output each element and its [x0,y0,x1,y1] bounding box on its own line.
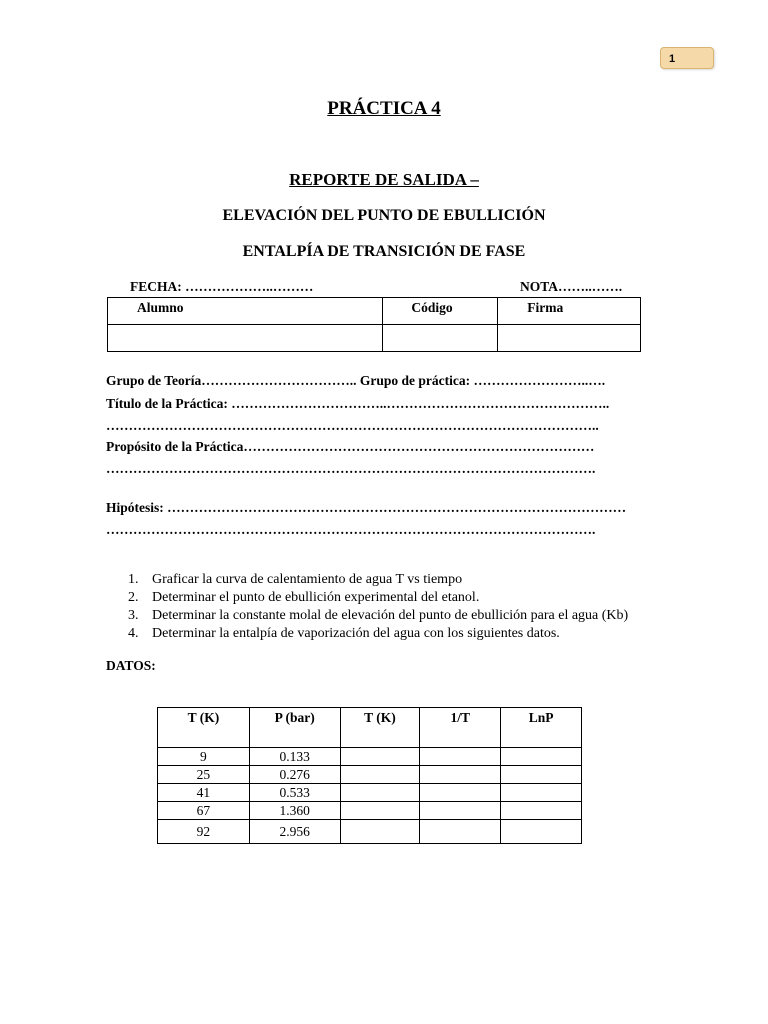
table-cell[interactable] [501,784,582,802]
table-cell[interactable] [340,766,420,784]
column-header: P (bar) [249,708,340,748]
titulo-line: Título de la Práctica: ……………………………..………………………………………….. [106,396,610,411]
grupo-line: Grupo de Teoría…………………………….. Grupo de práctica: ……………………..…. [106,373,606,388]
table-cell[interactable] [501,820,582,844]
column-header: 1/T [420,708,501,748]
table-cell[interactable] [340,784,420,802]
column-header: LnP [501,708,582,748]
subtitle-enthalpy: ENTALPÍA DE TRANSICIÓN DE FASE [242,243,526,260]
alumno-cell[interactable] [108,325,383,352]
table-cell[interactable] [501,748,582,766]
subtitle-boiling-point: ELEVACIÓN DEL PUNTO DE EBULLICIÓN [222,207,546,224]
table-cell: 1.360 [249,802,340,820]
table-cell[interactable] [420,766,501,784]
table-cell: 0.276 [249,766,340,784]
hipotesis-continuation: ………………………………………………………………………………………………. [106,522,596,537]
datos-header-row [158,708,582,748]
practice-title: PRÁCTICA 4 [327,98,441,119]
table-cell: 92 [158,820,250,844]
list-item: 2. Determinar el punto de ebullición experimental del etanol. [128,590,480,605]
table-row [158,802,582,820]
table-cell[interactable] [340,820,420,844]
table-cell: 2.956 [249,820,340,844]
objectives-list [128,571,628,643]
table-cell: 9 [158,748,250,766]
table-row [158,748,582,766]
header-cell: Código [383,298,498,325]
table-cell[interactable] [501,766,582,784]
datos-table [157,707,582,844]
table-cell: 25 [158,766,250,784]
table-cell[interactable] [340,748,420,766]
students-entry-row [108,325,641,352]
students-header-row [108,298,641,325]
table-cell[interactable] [420,748,501,766]
titulo-continuation: ……………………………………………………………………………………………….. [106,418,599,433]
table-cell: 67 [158,802,250,820]
report-title: REPORTE DE SALIDA – [289,170,479,189]
column-header: T (K) [158,708,250,748]
table-row [158,784,582,802]
proposito-continuation: ………………………………………………………………………………………………. [106,461,596,476]
list-item: 3. Determinar la constante molal de elevación del punto de ebullición para el agua (Kb) [128,608,629,623]
column-header: T (K) [340,708,420,748]
table-cell: 0.133 [249,748,340,766]
list-item: 4. Determinar la entalpía de vaporización del agua con los siguientes datos. [128,626,560,641]
datos-label: DATOS: [106,658,156,673]
header-cell: Firma [498,298,641,325]
table-row [158,820,582,844]
table-cell: 0.533 [249,784,340,802]
header-cell: Alumno [108,298,383,325]
nota-field: NOTA……..……. [520,279,623,294]
table-cell[interactable] [340,802,420,820]
firma-cell[interactable] [498,325,641,352]
table-cell[interactable] [420,820,501,844]
table-cell[interactable] [501,802,582,820]
fecha-field: FECHA: ………………..……… [130,279,314,294]
students-table [107,297,641,352]
table-cell[interactable] [420,802,501,820]
proposito-line: Propósito de la Práctica…………………………………………………………………… [106,439,595,454]
table-row [158,766,582,784]
table-cell[interactable] [420,784,501,802]
table-cell: 41 [158,784,250,802]
codigo-cell[interactable] [383,325,498,352]
list-item: 1. Graficar la curva de calentamiento de agua T vs tiempo [128,572,463,587]
hipotesis-line: Hipótesis: ………………………………………………………………………………………… [106,500,627,515]
page-number-badge: 1 [660,47,714,69]
